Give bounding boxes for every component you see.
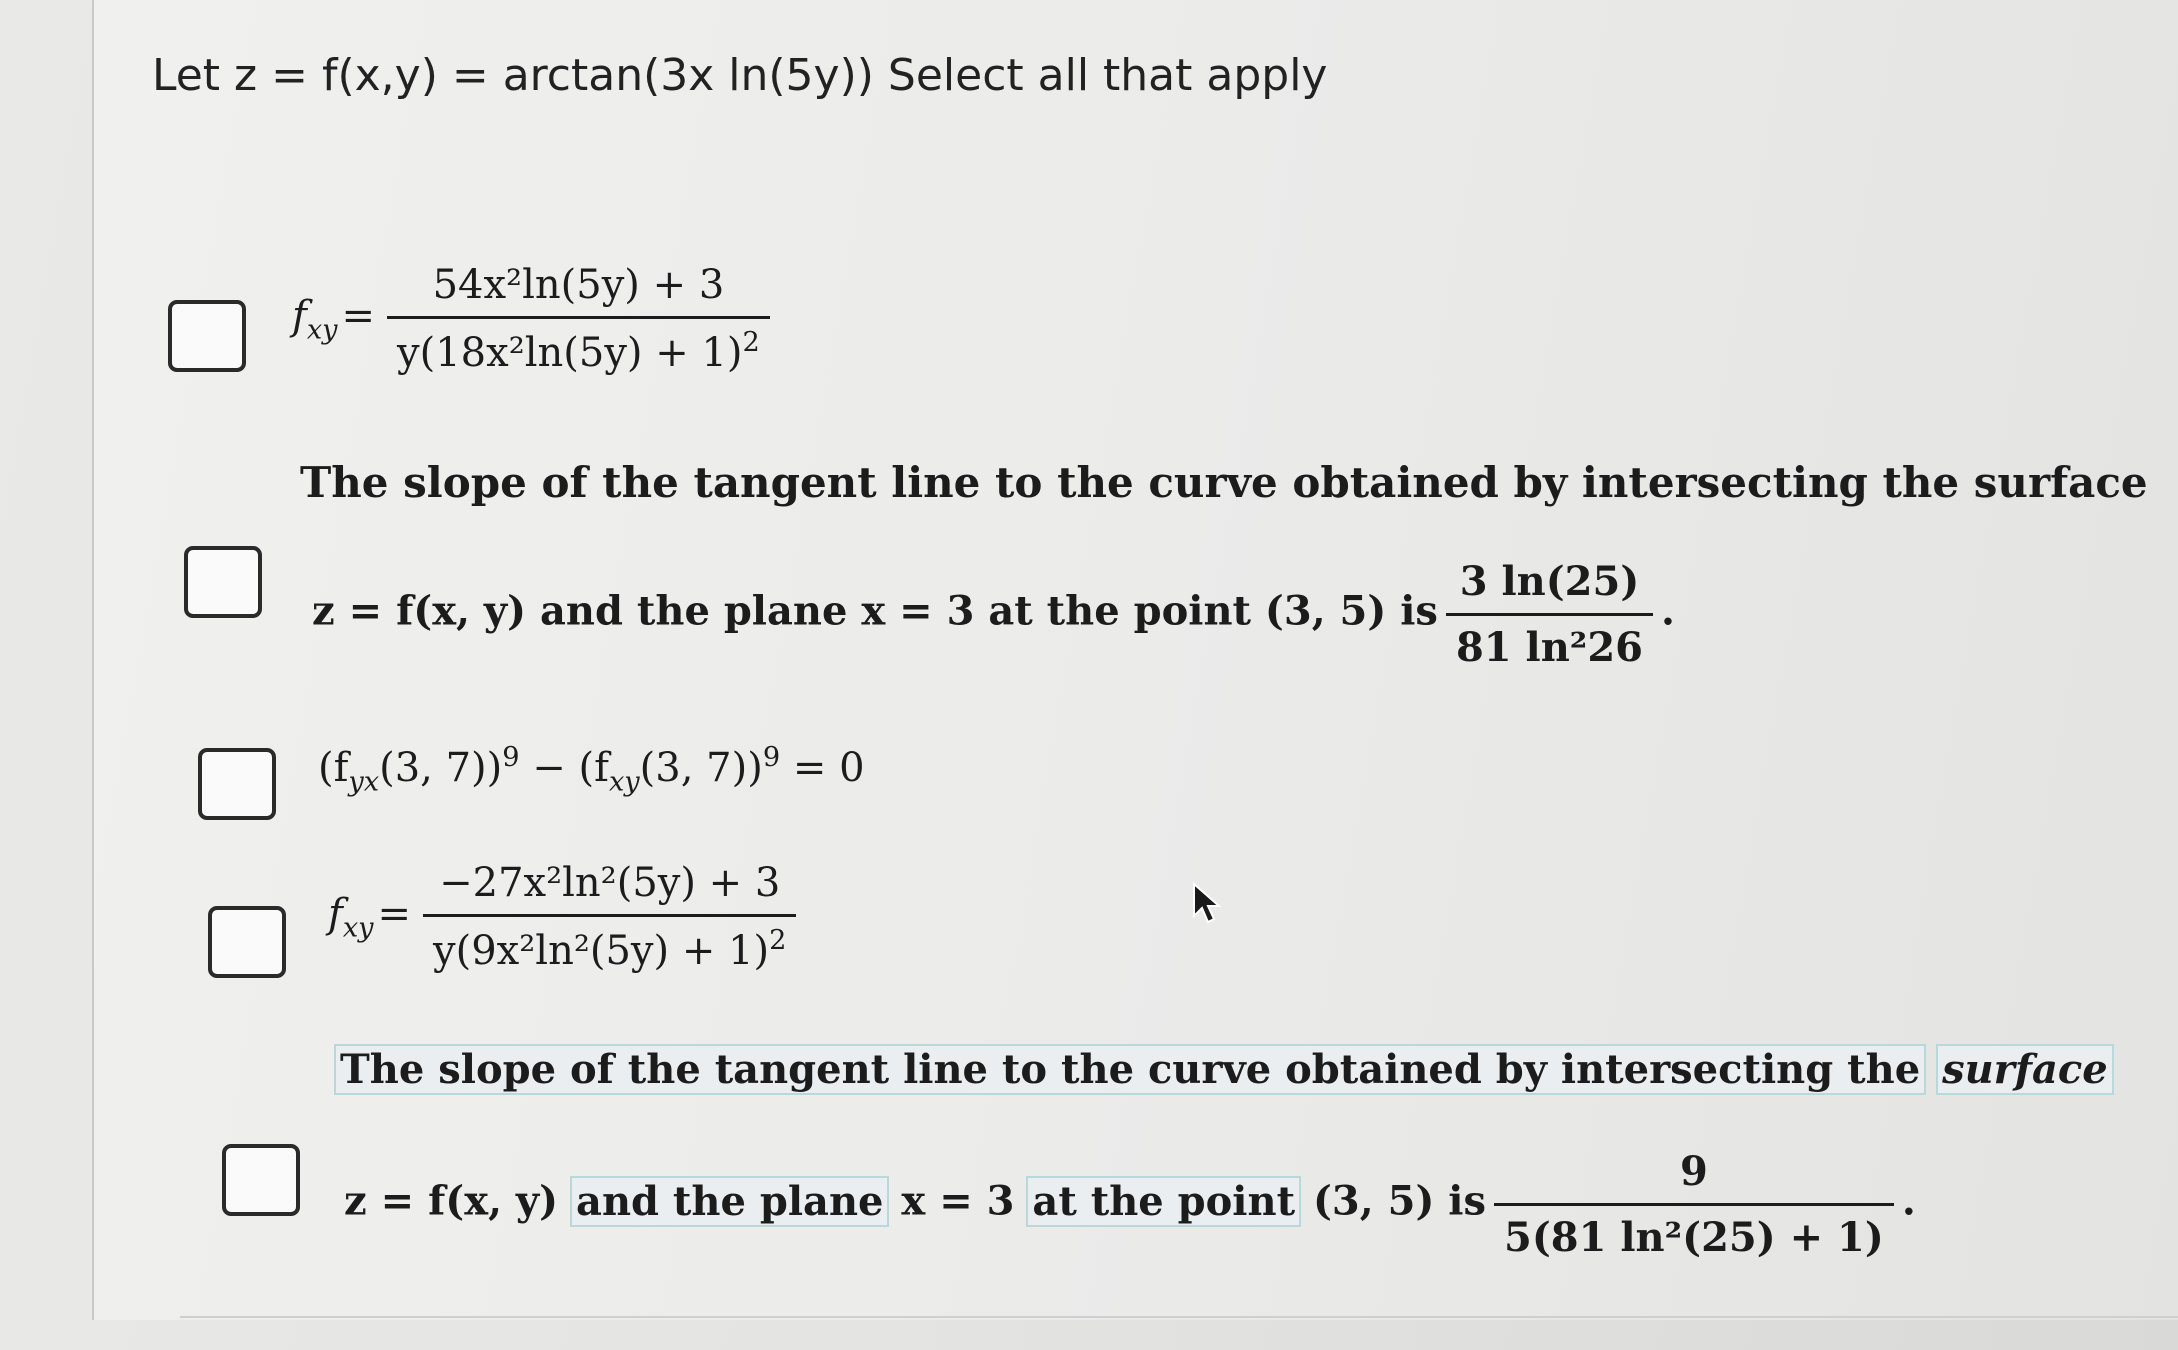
option-4-denominator-exponent: 2	[769, 925, 787, 956]
option-5-line2-b: and the plane	[572, 1178, 887, 1225]
question-instruction: Select all that apply	[887, 50, 1328, 101]
option-4-fraction	[423, 860, 796, 974]
option-2-denominator: 81 ln²26	[1446, 613, 1653, 671]
option-2-checkbox[interactable]	[184, 546, 262, 618]
question-prompt	[152, 50, 1327, 101]
option-1-numerator: 54x²ln(5y) + 3	[432, 262, 725, 308]
option-1-denominator-base: y(18x²ln(5y) + 1)	[397, 329, 743, 376]
option-2-line2: z = f(x, y) and the plane x = 3 at the point (3, 5) is	[312, 587, 1438, 635]
option-1-lhs-subscript: xy	[306, 314, 338, 346]
option-4-denominator	[423, 914, 796, 974]
option-5-numerator: 9	[1679, 1148, 1708, 1195]
option-5-fraction	[1494, 1148, 1894, 1261]
option-1-content	[292, 262, 778, 376]
option-3-part-a: (f	[318, 744, 349, 791]
option-4-equals: =	[377, 890, 412, 937]
option-5-line2-e: (3, 5) is	[1313, 1177, 1487, 1225]
option-3-exp-b: 9	[762, 742, 781, 773]
option-4-denominator-base: y(9x²ln²(5y) + 1)	[433, 927, 770, 974]
option-5-line2-a: z = f(x, y)	[344, 1177, 559, 1225]
option-4-content	[328, 860, 804, 974]
option-1-lhs: f	[292, 292, 307, 339]
option-2-period: .	[1661, 587, 1675, 635]
option-4-lhs: f	[328, 890, 343, 937]
option-3-exp-a: 9	[502, 742, 520, 773]
divider	[180, 1316, 2178, 1318]
option-5-line2-d: at the point	[1028, 1178, 1299, 1225]
option-2-line1: The slope of the tangent line to the curve obtained by intersecting the surface	[300, 458, 2148, 507]
option-1-fraction	[387, 262, 770, 376]
option-5-denominator: 5(81 ln²(25) + 1)	[1494, 1203, 1894, 1261]
question-function: Let z = f(x,y) = arctan(3x ln(5y))	[152, 50, 874, 101]
option-3-part-c: (3, 7))	[639, 744, 763, 791]
option-3-part-b: (3, 7))	[379, 744, 503, 791]
option-1-denominator-exponent: 2	[742, 327, 760, 358]
option-3-minus: − (f	[519, 744, 609, 791]
option-5-line2-c: x = 3	[901, 1177, 1015, 1225]
option-2-line2-row	[312, 558, 1675, 671]
option-2-numerator: 3 ln(25)	[1459, 558, 1640, 605]
mouse-pointer-icon	[1192, 882, 1222, 930]
option-3-checkbox[interactable]	[198, 748, 276, 820]
option-4-lhs-subscript: xy	[342, 912, 374, 944]
option-5-checkbox[interactable]	[222, 1144, 300, 1216]
option-1-checkbox[interactable]	[168, 300, 246, 372]
option-3-sub-a: yx	[348, 766, 380, 798]
option-5-line1-surface: surface	[1938, 1046, 2112, 1093]
option-2-fraction	[1446, 558, 1653, 671]
option-1-equals: =	[341, 292, 376, 339]
option-1-denominator	[387, 316, 770, 376]
option-5-line1-text: The slope of the tangent line to the curve obtained by intersecting the	[336, 1046, 1924, 1093]
option-3-rhs: = 0	[780, 744, 865, 791]
option-3-content	[318, 742, 865, 797]
option-4-numerator: −27x²ln²(5y) + 3	[439, 860, 781, 906]
option-3-sub-b: xy	[608, 766, 640, 798]
option-5-line2-row	[344, 1148, 1916, 1261]
option-5-line1	[336, 1046, 2112, 1093]
option-4-checkbox[interactable]	[208, 906, 286, 978]
option-5-period: .	[1901, 1177, 1916, 1225]
